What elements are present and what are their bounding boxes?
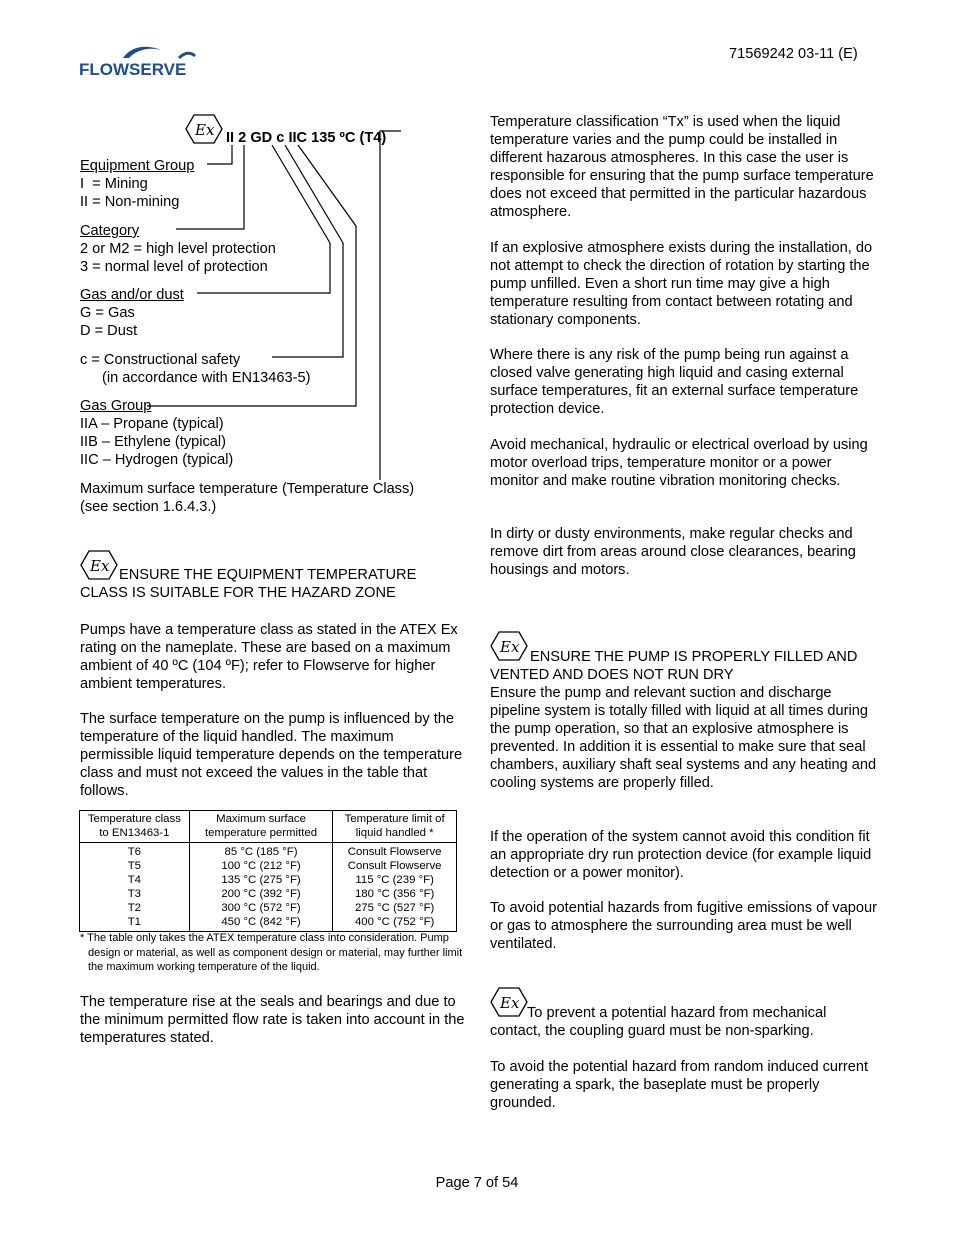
category-line: 2 or M2 = high level protection: [80, 241, 276, 257]
left-para-1: Pumps have a temperature class as stated in the ATEX Ex rating on the nameplate. These are based on a maximum ambient of 40 ºC (104 ºF); refer to Flowserve for higher ambient temperatures.: [80, 622, 458, 692]
doc-number: 71569242 03-11 (E): [729, 46, 858, 62]
right-para-5: In dirty or dusty environments, make regular checks and remove dirt from areas around close clearances, bearing housings and motors.: [490, 526, 856, 578]
gas-group-line: IIC – Hydrogen (typical): [80, 452, 234, 468]
right-para-7: If the operation of the system cannot avoid this condition fit an appropriate dry run protection device (for example liquid detection or a power monitor).: [490, 829, 872, 881]
table-cell: Consult Flowserve: [347, 846, 442, 858]
gas-dust-title: Gas and/or dust: [80, 287, 184, 303]
right-para-1: Temperature classification “Tx” is used when the liquid temperature varies and the pump could be installed in different hazarous atmospheres. In this case the user is responsible for ensuring that the pump surface temperature does not exceed that permitted in the particular hazardous atmosphere.: [490, 114, 874, 220]
gas-dust-line: D = Dust: [80, 323, 138, 339]
max-surface-line: Maximum surface temperature (Temperature Class): [80, 481, 415, 497]
table-cell: 200 °C (392 °F): [221, 888, 301, 900]
table-cell: 135 °C (275 °F): [221, 874, 301, 886]
table-cell: Consult Flowserve: [347, 860, 442, 872]
table-cell: T5: [127, 860, 142, 872]
equipment-group-line: I = Mining: [80, 176, 148, 192]
ex-marking-code: II 2 GD c IIC 135 ºC (T4): [226, 130, 387, 146]
table-header: Maximum surface temperature permitted: [189, 811, 333, 843]
right-para-4: Avoid mechanical, hydraulic or electrical overload by using motor overload trips, temperature monitor or a power monitor and make routine vibration monitoring checks.: [490, 437, 868, 489]
table-cell: 300 °C (572 °F): [221, 902, 301, 914]
gas-dust-line: G = Gas: [80, 305, 135, 321]
table-cell: T2: [127, 902, 142, 914]
logo-text: FLOWSERVE: [79, 60, 187, 79]
table-cell: T3: [127, 888, 142, 900]
table-cell: T6: [127, 846, 142, 858]
gas-group-line: IIB – Ethylene (typical): [80, 434, 227, 450]
warning-coupling-guard: To prevent a potential hazard from mechanical contact, the coupling guard must be non-sparking.: [490, 1005, 827, 1039]
category-title: Category: [80, 223, 140, 239]
table-header: Temperature class to EN13463-1: [80, 811, 190, 843]
table-cell: T1: [127, 916, 142, 928]
page-number: Page 7 of 54: [435, 1175, 519, 1191]
table-cell: 180 °C (356 °F): [354, 888, 435, 900]
table-header: Temperature limit of liquid handled *: [333, 811, 457, 843]
equipment-group-title: Equipment Group: [80, 158, 195, 174]
svg-text:Ex: Ex: [500, 994, 520, 1012]
warning-pump-filled: ENSURE THE PUMP IS PROPERLY FILLED AND VENTED AND DOES NOT RUN DRY: [490, 649, 858, 683]
construction-line: c = Constructional safety: [80, 352, 241, 368]
category-line: 3 = normal level of protection: [80, 259, 268, 275]
right-para-3: Where there is any risk of the pump being run against a closed valve generating high liquid and casing external surface temperatures, fit an external surface temperature protection device.: [490, 347, 859, 417]
warning-temperature-class: ENSURE THE EQUIPMENT TEMPERATURE CLASS IS SUITABLE FOR THE HAZARD ZONE: [80, 567, 417, 601]
right-para-6: Ensure the pump and relevant suction and discharge pipeline system is totally filled with liquid at all times during the pump operation, so that an explosive atmosphere is prevented. In addition it is essential to make sure that seal chambers, auxiliary shaft seal systems and any heating and cooling systems are properly filled.: [490, 685, 877, 791]
table-cell: T4: [127, 874, 142, 886]
table-cell: 115 °C (239 °F): [355, 874, 434, 886]
right-para-2: If an explosive atmosphere exists during the installation, do not attempt to check the direction of rotation by starting the pump unfilled. Even a short run time may give a high temperature resulting from contact between rotating and stationary components.: [490, 240, 873, 328]
left-para-3: The temperature rise at the seals and bearings and due to the minimum permitted flow rate is taken into account in the temperatures stated.: [80, 994, 465, 1046]
gas-group-title: Gas Group: [80, 398, 152, 414]
table-cell: 275 °C (527 °F): [354, 902, 435, 914]
right-para-9: To avoid the potential hazard from random induced current generating a spark, the baseplate must be properly grounded.: [490, 1059, 869, 1111]
svg-text:Ex: Ex: [90, 557, 110, 575]
max-surface-line: (see section 1.6.4.3.): [80, 499, 217, 515]
table-body: [80, 843, 457, 932]
right-para-8: To avoid potential hazards from fugitive emissions of vapour or gas to atmosphere the surrounding area must be well ventilated.: [490, 900, 877, 952]
table-cell: 450 °C (842 °F): [221, 916, 301, 928]
construction-line: (in accordance with EN13463-5): [102, 370, 311, 386]
svg-text:Ex: Ex: [195, 121, 215, 139]
equipment-group-line: II = Non-mining: [80, 194, 180, 210]
table-header-row: [80, 811, 457, 843]
left-para-2: The surface temperature on the pump is influenced by the temperature of the liquid handled. The maximum permissible liquid temperature depends on the temperature class and must not exceed the values in the table that follows.: [80, 711, 463, 799]
svg-text:Ex: Ex: [500, 638, 520, 656]
table-footnote: * The table only takes the ATEX temperature class into consideration. Pump design or material, as well as component design or material, may further limit the maximum working temperature of the liquid.: [80, 932, 463, 973]
gas-group-line: IIA – Propane (typical): [80, 416, 224, 432]
table-cell: 85 °C (185 °F): [224, 846, 298, 858]
table-cell: 100 °C (212 °F): [221, 860, 301, 872]
table-cell: 400 °C (752 °F): [354, 916, 435, 928]
temperature-table: [79, 810, 457, 932]
